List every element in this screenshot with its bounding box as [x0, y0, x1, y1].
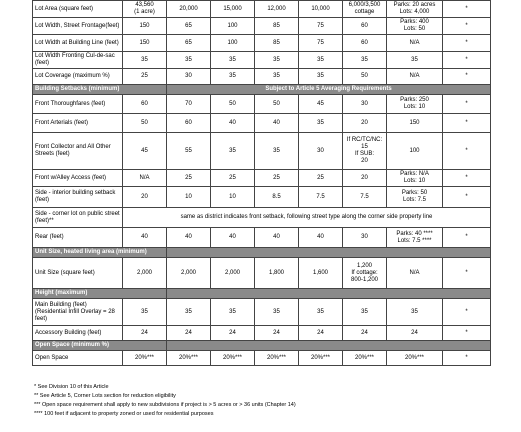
table-cell: 60	[343, 35, 387, 52]
table-cell: Parks: 250 Lots: 10	[387, 95, 443, 114]
table-cell: N/A	[387, 69, 443, 85]
table-cell: N/A	[123, 170, 167, 187]
table-cell: 75	[299, 35, 343, 52]
table-cell: *	[443, 351, 491, 366]
table-row	[33, 299, 491, 326]
table-cell: 50	[255, 95, 299, 114]
table-cell: 24	[299, 326, 343, 341]
table-cell: 1,600	[299, 258, 343, 289]
table-cell: 35	[255, 133, 299, 170]
table-cell: 24	[167, 326, 211, 341]
table-cell: 35	[167, 299, 211, 326]
table-cell: Parks: 400 Lots: 50	[387, 18, 443, 35]
footnote: ** See Article 5, Corner Lots section for reduction eligibility	[34, 393, 176, 399]
table-cell: 35	[299, 52, 343, 69]
table-cell: *	[443, 133, 491, 170]
table-cell: *	[443, 52, 491, 69]
table-cell: 20%***	[299, 351, 343, 366]
table-cell: 35	[387, 299, 443, 326]
table-cell: Parks: N/A Lots: 10	[387, 170, 443, 187]
table-cell: 25	[299, 170, 343, 187]
table-row	[33, 18, 491, 35]
section-header-row	[33, 248, 491, 258]
table-row	[33, 95, 491, 114]
row-label: Side - corner lot on public street (feet)**	[33, 208, 123, 228]
table-cell: 35	[343, 52, 387, 69]
section-title: Unit Size, heated living area (minimum)	[33, 248, 167, 258]
table-cell: *	[443, 299, 491, 326]
table-cell: N/A	[387, 35, 443, 52]
table-row	[33, 258, 491, 289]
table-cell: 24	[343, 326, 387, 341]
table-cell: *	[443, 69, 491, 85]
table-cell: 2,000	[167, 258, 211, 289]
table-row	[33, 35, 491, 52]
table-cell: 45	[299, 95, 343, 114]
table-cell: 35	[211, 133, 255, 170]
table-cell: 85	[255, 18, 299, 35]
table-cell: 20	[343, 114, 387, 133]
row-label: Front Thoroughfares (feet)	[33, 95, 123, 114]
table-cell: 43,560 (1 acre)	[123, 1, 167, 18]
table-cell: 25	[167, 170, 211, 187]
table-cell: 40	[123, 228, 167, 248]
table-cell: Parks: 40 **** Lots: 7.5 ****	[387, 228, 443, 248]
row-label: Open Space	[33, 351, 123, 366]
table-cell: 60	[343, 18, 387, 35]
table-cell: 35	[299, 114, 343, 133]
table-cell: 20	[343, 170, 387, 187]
table-cell: 65	[167, 18, 211, 35]
table-cell: 35	[123, 299, 167, 326]
table-cell: *	[443, 170, 491, 187]
table-cell: 24	[211, 326, 255, 341]
table-cell: N/A	[387, 258, 443, 289]
table-cell: 25	[255, 170, 299, 187]
table-cell: 150	[123, 35, 167, 52]
table-cell: 50	[123, 114, 167, 133]
table-cell: If RC/TC/NC: 15 If SUB: 20	[343, 133, 387, 170]
table-cell: 20,000	[167, 1, 211, 18]
footnote: * See Division 10 of this Article	[34, 384, 109, 390]
section-header-row	[33, 85, 491, 95]
table-cell: *	[443, 35, 491, 52]
table-cell: *	[443, 326, 491, 341]
spanning-cell: same as district indicates front setback, following street type along the corner side property line	[123, 208, 491, 228]
table-cell: 2,000	[123, 258, 167, 289]
table-cell: 15,000	[211, 1, 255, 18]
section-title: Open Space (minimum %)	[33, 341, 167, 351]
table-cell: 100	[387, 133, 443, 170]
table-cell: 35	[387, 52, 443, 69]
section-title: Building Setbacks (minimum)	[33, 85, 167, 95]
table-cell: 7.5	[343, 187, 387, 208]
table-row	[33, 170, 491, 187]
table-row	[33, 228, 491, 248]
table-cell: 24	[387, 326, 443, 341]
table-body	[33, 1, 491, 366]
table-cell: 150	[387, 114, 443, 133]
table-cell: 30	[167, 69, 211, 85]
table-cell: 35	[211, 69, 255, 85]
table-row	[33, 69, 491, 85]
table-cell: 1,200 If cottage: 800-1,200	[343, 258, 387, 289]
table-row	[33, 326, 491, 341]
table-cell: 75	[299, 18, 343, 35]
row-label: Lot Coverage (maximum %)	[33, 69, 123, 85]
section-note	[167, 289, 491, 299]
footnote: *** Open space requirement shall apply to new subdivisions if project is > 5 acres or > 36 units (Chapter 14)	[34, 402, 296, 408]
row-label: Main Building (feet) (Residential Infill Overlay = 28 feet)	[33, 299, 123, 326]
footnote: **** 100 feet if adjacent to property zoned or used for residential purposes	[34, 411, 214, 417]
table-cell: 35	[123, 52, 167, 69]
table-cell: 30	[343, 95, 387, 114]
table-cell: 12,000	[255, 1, 299, 18]
section-header-row	[33, 289, 491, 299]
table-cell: 55	[167, 133, 211, 170]
table-cell: 50	[211, 95, 255, 114]
section-note	[167, 341, 491, 351]
table-cell: 40	[255, 114, 299, 133]
table-cell: 35	[255, 52, 299, 69]
row-label: Accessory Building (feet)	[33, 326, 123, 341]
row-label: Front Collector and All Other Streets (feet)	[33, 133, 123, 170]
table-cell: 100	[211, 18, 255, 35]
table-row	[33, 133, 491, 170]
table-cell: 35	[255, 299, 299, 326]
table-cell: 24	[123, 326, 167, 341]
table-cell: 2,000	[211, 258, 255, 289]
table-cell: 10,000	[299, 1, 343, 18]
section-title: Height (maximum)	[33, 289, 167, 299]
table-cell: 150	[123, 18, 167, 35]
footnotes	[34, 383, 504, 419]
table-cell: 25	[123, 69, 167, 85]
table-cell: 7.5	[299, 187, 343, 208]
table-cell: 6,000/3,500 cottage	[343, 1, 387, 18]
table-cell: 50	[343, 69, 387, 85]
row-label: Unit Size (square feet)	[33, 258, 123, 289]
table-cell: 85	[255, 35, 299, 52]
table-cell: 65	[167, 35, 211, 52]
table-cell: 60	[167, 114, 211, 133]
table-cell: 60	[123, 95, 167, 114]
table-cell: *	[443, 95, 491, 114]
section-note	[167, 248, 491, 258]
table-cell: 8.5	[255, 187, 299, 208]
table-row	[33, 351, 491, 366]
table-cell: Parks: 20 acres Lots: 4,000	[387, 1, 443, 18]
table-cell: 10	[167, 187, 211, 208]
table-cell: 35	[343, 299, 387, 326]
table-cell: 1,800	[255, 258, 299, 289]
table-cell: 20%***	[123, 351, 167, 366]
table-cell: 40	[211, 114, 255, 133]
table-cell: 20%***	[211, 351, 255, 366]
section-header-row	[33, 341, 491, 351]
table-row	[33, 208, 491, 228]
table-cell: *	[443, 187, 491, 208]
dimensional-standards-table	[32, 0, 491, 366]
row-label: Lot Width Fronting Cul-de-sac (feet)	[33, 52, 123, 69]
table-cell: 30	[299, 133, 343, 170]
table-cell: 40	[167, 228, 211, 248]
row-label: Front w/Alley Access (feet)	[33, 170, 123, 187]
table-cell: 25	[211, 170, 255, 187]
row-label: Lot Area (square feet)	[33, 1, 123, 18]
table-cell: *	[443, 1, 491, 18]
row-label: Side - interior building setback (feet)	[33, 187, 123, 208]
table-row	[33, 1, 491, 18]
table-cell: 35	[167, 52, 211, 69]
table-cell: 40	[211, 228, 255, 248]
section-note: Subject to Article 5 Averaging Requirements	[167, 85, 491, 95]
row-label: Rear (feet)	[33, 228, 123, 248]
row-label: Lot Width, Street Frontage(feet)	[33, 18, 123, 35]
table-cell: 20	[123, 187, 167, 208]
table-cell: 35	[299, 69, 343, 85]
table-cell: 30	[343, 228, 387, 248]
table-cell: *	[443, 18, 491, 35]
table-cell: 100	[211, 35, 255, 52]
row-label: Front Arterials (feet)	[33, 114, 123, 133]
table-cell: 24	[255, 326, 299, 341]
table-row	[33, 114, 491, 133]
table-cell: 35	[211, 299, 255, 326]
table-cell: 45	[123, 133, 167, 170]
table-cell: 20%***	[167, 351, 211, 366]
table-cell: *	[443, 114, 491, 133]
table-cell: 20%***	[387, 351, 443, 366]
table-row	[33, 52, 491, 69]
table-cell: *	[443, 258, 491, 289]
table-cell: 35	[299, 299, 343, 326]
table-cell: *	[443, 228, 491, 248]
row-label: Lot Width at Building Line (feet)	[33, 35, 123, 52]
table-cell: 35	[255, 69, 299, 85]
table-cell: 10	[211, 187, 255, 208]
table-cell: 35	[211, 52, 255, 69]
table-cell: Parks: 50 Lots: 7.5	[387, 187, 443, 208]
table-cell: 40	[299, 228, 343, 248]
table-cell: 20%***	[343, 351, 387, 366]
table-cell: 20%***	[255, 351, 299, 366]
table-cell: 70	[167, 95, 211, 114]
table-row	[33, 187, 491, 208]
table-cell: 40	[255, 228, 299, 248]
